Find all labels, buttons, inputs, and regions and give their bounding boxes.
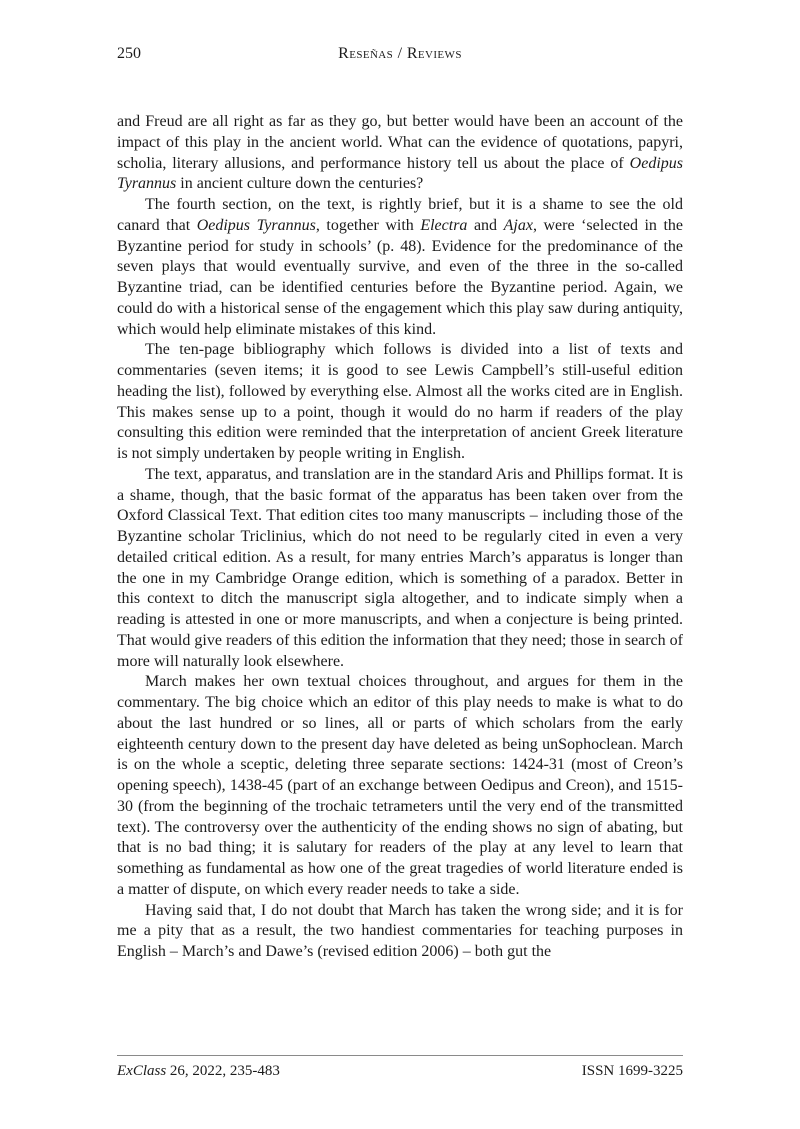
paragraph [117,112,683,195]
issue-info: 26, 2022, 235-483 [166,1063,280,1079]
paragraph [117,340,683,465]
text-segment: Having said that, I do not doubt that March has taken the wrong side; and it is for me a pity that as a result, the two handiest commentaries for teaching purposes in English – March’s and Dawe’s (revised edition 2006) – both gut the [117,901,683,960]
text-segment: , were ‘selected in the Byzantine period for study in schools’ (p. 48). Evidence for the predominance of the seven plays that would eventually survive, and even of the three in the so-called Byzantine triad, can be identified centuries before the Byzantine period. Again, we could do with a historical sense of the engagement which this play saw during antiquity, which would help eliminate mistakes of this kind. [117,216,684,338]
journal-name: ExClass [117,1063,167,1079]
italic-text-segment: Oedipus Tyrannus [117,154,683,193]
text-segment: The ten-page bibliography which follows is divided into a list of texts and commentaries (seven items; it is good to see Lewis Campbell’s still-useful edition heading the list), followed by everything else. Almost all the works cited are in English. This makes sense up to a point, though it would do no harm if readers of the play consulting this edition were reminded that the interpretation of ancient Greek literature is not simply undertaken by people writing in English. [117,341,683,462]
text-segment: in ancient culture down the centuries? [176,175,424,193]
page-number: 250 [117,45,141,62]
footer-row [117,1063,683,1080]
paragraph [117,672,683,900]
text-segment: and [467,216,504,234]
italic-text-segment: Oedipus Tyrannus [196,216,316,234]
page-header [117,45,683,67]
italic-text-segment: Electra [420,216,468,234]
text-segment: and Freud are all right as far as they go, but better would have been an account of the impact of this play in the ancient world. What can the evidence of quotations, papyri, scholia, literary allusions, and performance history tell us about the place of [117,113,683,172]
text-segment: , together with [315,216,421,234]
text-segment: The text, apparatus, and translation are in the standard Aris and Phillips format. It is a shame, though, that the basic format of the apparatus has been taken over from the Oxford Classical Text. That edition cites too many manuscripts – including those of the Byzantine scholar Triclinius, which do not need to be regularly cited in even a very detailed critical edition. As a result, for many entries March’s apparatus is longer than the one in my Cambridge Orange edition, which is something of a paradox. Better in this context to ditch the manuscript sigla altogether, and to indicate simply when a reading is attested in one or more manuscripts, and when a conjecture is being printed. That would give readers of this edition the information that they need; those in search of more will naturally look elsewhere. [117,465,683,670]
footer-rule [117,1055,683,1056]
italic-text-segment: Ajax [503,216,533,234]
paragraph [117,195,683,340]
running-title: Reseñas / Reviews [338,45,462,62]
review-body [117,112,683,963]
journal-citation [117,1063,280,1080]
paragraph [117,465,683,673]
issn: ISSN 1699-3225 [581,1063,683,1079]
page-footer [117,1055,683,1080]
text-segment: March makes her own textual choices throughout, and argues for them in the commentary. The big choice which an editor of this play needs to make is what to do about the last hundred or so lines, all or parts of which scholars from the early eighteenth century down to the present day have deleted as being unSophoclean. March is on the whole a sceptic, deleting three separate sections: 1424-31 (most of Creon’s opening speech), 1438-45 (part of an exchange between Oedipus and Creon), and 1515-30 (from the beginning of the trochaic tetrameters until the very end of the transmitted text). The controversy over the authenticity of the ending shows no sign of abating, but that is no bad thing; it is salutary for readers of the play at any level to learn that something as fundamental as how one of the great tragedies of world literature ended is a matter of dispute, on which every reader needs to take a side. [117,673,683,898]
paragraph [117,901,683,963]
text-segment: The fourth section, on the text, is rightly brief, but it is a shame to see the old canard that [117,196,683,234]
